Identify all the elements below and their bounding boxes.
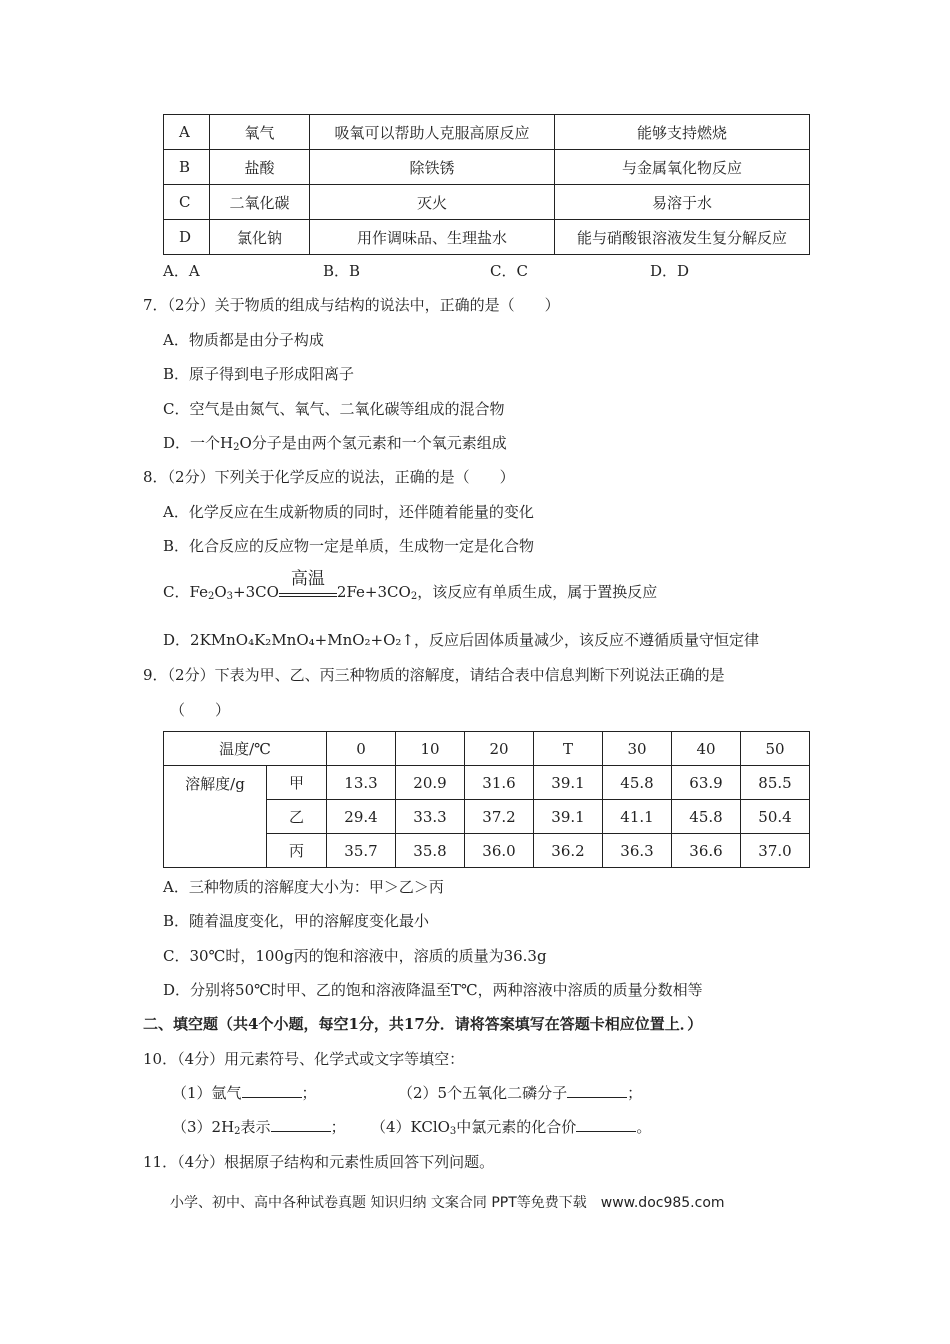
value-cell: 50.4 [741,800,810,834]
value-cell: 29.4 [327,800,396,834]
value-cell: 20.9 [396,766,465,800]
q10-row-1 [172,1082,317,1103]
option-a[interactable]: A．A [163,262,200,280]
use: 吸氧可以帮助人克服高原反应 [310,115,555,150]
value-cell: 36.3 [603,834,672,868]
formula-text: C．Fe [163,583,208,601]
property: 易溶于水 [555,185,810,220]
row-key: B [164,150,210,185]
row-key: C [164,185,210,220]
table-row [164,150,810,185]
q8-stem: 8．（2分）下列关于化学反应的说法，正确的是（ ） [143,468,515,486]
property: 与金属氧化物反应 [555,150,810,185]
value-cell: 37.2 [465,800,534,834]
value-cell: 13.3 [327,766,396,800]
temp-cell: 40 [672,732,741,766]
value-cell: 36.2 [534,834,603,868]
q10-stem: 10．（4分）用元素符号、化学式或文字等填空： [143,1050,465,1068]
q7-option-c[interactable]: C．空气是由氮气、氧气、二氧化碳等组成的混合物 [163,400,505,418]
value-cell: 41.1 [603,800,672,834]
q10-row-2b [371,1116,651,1137]
answer-blank[interactable] [567,1085,627,1098]
subscript: 3 [449,1126,457,1137]
answer-blank[interactable] [242,1085,302,1098]
formula-text: ，该反应有单质生成，属于置换反应 [417,583,658,601]
use: 用作调味品、生理盐水 [310,220,555,255]
q9-option-b[interactable]: B．随着温度变化，甲的溶解度变化最小 [163,912,430,930]
value-cell: 33.3 [396,800,465,834]
value-cell: 45.8 [672,800,741,834]
table-row [164,766,810,800]
substance-name: 乙 [267,800,327,834]
q6-options [163,260,689,281]
solubility-table [163,731,810,868]
substance: 二氧化碳 [210,185,310,220]
value-cell: 45.8 [603,766,672,800]
punct: ； [330,1118,346,1136]
q10-part-3: 表示 [240,1118,271,1136]
substance: 氯化钠 [210,220,310,255]
table-row [164,185,810,220]
q8-option-b[interactable]: B．化合反应的反应物一定是单质，生成物一定是化合物 [163,537,535,555]
temp-cell: T [534,732,603,766]
value-cell: 31.6 [465,766,534,800]
temp-header: 温度/℃ [164,732,327,766]
table-row [164,732,810,766]
temp-cell: 50 [741,732,810,766]
value-cell: 36.0 [465,834,534,868]
formula-text: O [214,583,227,601]
q10-part-3: （3）2H [172,1118,235,1136]
q10-row-1b [398,1082,642,1103]
q9-answer-paren: （ ） [170,701,231,719]
formula-text: 2Fe+3CO [336,583,411,601]
q7-option-b[interactable]: B．原子得到电子形成阳离子 [163,365,355,383]
table-row [164,220,810,255]
q11-stem: 11．（4分）根据原子结构和元素性质回答下列问题。 [143,1153,495,1171]
q10-part-2: （2）5个五氧化二磷分子 [398,1084,568,1102]
q7-stem: 7．（2分）关于物质的组成与结构的说法中，正确的是（ ） [143,296,560,314]
temp-cell: 30 [603,732,672,766]
q7-option-d[interactable] [163,432,507,453]
temp-cell: 0 [327,732,396,766]
q9-stem: 9．（2分）下表为甲、乙、丙三种物质的溶解度，请结合表中信息判断下列说法正确的是 [143,666,725,684]
value-cell: 63.9 [672,766,741,800]
q9-option-a[interactable]: A．三种物质的溶解度大小为：甲＞乙＞丙 [163,878,444,896]
value-cell: 85.5 [741,766,810,800]
section-2-heading: 二、填空题（共4个小题，每空1分，共17分．请将答案填写在答题卡相应位置上．） [143,1015,703,1033]
row-key: A [164,115,210,150]
value-cell: 35.8 [396,834,465,868]
value-cell: 39.1 [534,800,603,834]
subscript: 2 [410,591,418,602]
temp-cell: 10 [396,732,465,766]
q7-option-a[interactable]: A．物质都是由分子构成 [163,331,324,349]
temp-cell: 20 [465,732,534,766]
q8-option-d[interactable]: D．2KMnO₄K₂MnO₄+MnO₂+O₂↑，反应后固体质量减少，该反应不遵循质量守恒定律 [163,631,760,649]
punct: 。 [636,1118,652,1136]
table-row [164,115,810,150]
property: 能与硝酸银溶液发生复分解反应 [555,220,810,255]
condition-label: 高温 [290,569,325,589]
q7-d-text: D．一个H [163,434,234,452]
q10-row-2 [172,1116,346,1137]
answer-blank[interactable] [271,1119,331,1132]
subscript: 2 [233,442,240,453]
property: 能够支持燃烧 [555,115,810,150]
punct: ； [301,1084,317,1102]
substance-name: 甲 [267,766,327,800]
solubility-header: 溶解度/g [164,766,267,868]
subscript: 2 [207,591,215,602]
high-temp-condition [279,569,337,597]
q10-part-1: （1）氩气 [172,1084,242,1102]
uses-properties-table [163,114,810,255]
substance-name: 丙 [267,834,327,868]
q8-option-a[interactable]: A．化学反应在生成新物质的同时，还伴随着能量的变化 [163,503,534,521]
use: 除铁锈 [310,150,555,185]
option-d[interactable]: D．D [650,262,690,280]
row-key: D [164,220,210,255]
q8-option-c[interactable] [163,569,658,602]
substance: 氧气 [210,115,310,150]
q10-part-4: 中氯元素的化合价 [456,1118,577,1136]
subscript: 3 [226,591,234,602]
equals-sign [279,593,337,597]
q9-option-c[interactable]: C．30℃时，100g丙的饱和溶液中，溶质的质量为36.3g [163,947,547,965]
use: 灭火 [310,185,555,220]
subscript: 2 [234,1126,241,1137]
q9-option-d[interactable]: D．分别将50℃时甲、乙的饱和溶液降温至T℃，两种溶液中溶质的质量分数相等 [163,981,703,999]
formula-text: +3CO [233,583,279,601]
value-cell: 37.0 [741,834,810,868]
substance: 盐酸 [210,150,310,185]
option-b[interactable]: B．B [323,262,361,280]
value-cell: 39.1 [534,766,603,800]
q10-part-4: （4）KClO [371,1118,450,1136]
value-cell: 35.7 [327,834,396,868]
punct: ； [627,1084,643,1102]
answer-blank[interactable] [576,1119,636,1132]
q7-d-text: O分子是由两个氢元素和一个氧元素组成 [239,434,507,452]
value-cell: 36.6 [672,834,741,868]
page-footer: 小学、初中、高中各种试卷真题 知识归纳 文案合同 PPT等免费下载 www.doc985.com [170,1195,725,1211]
option-c[interactable]: C．C [490,262,528,280]
